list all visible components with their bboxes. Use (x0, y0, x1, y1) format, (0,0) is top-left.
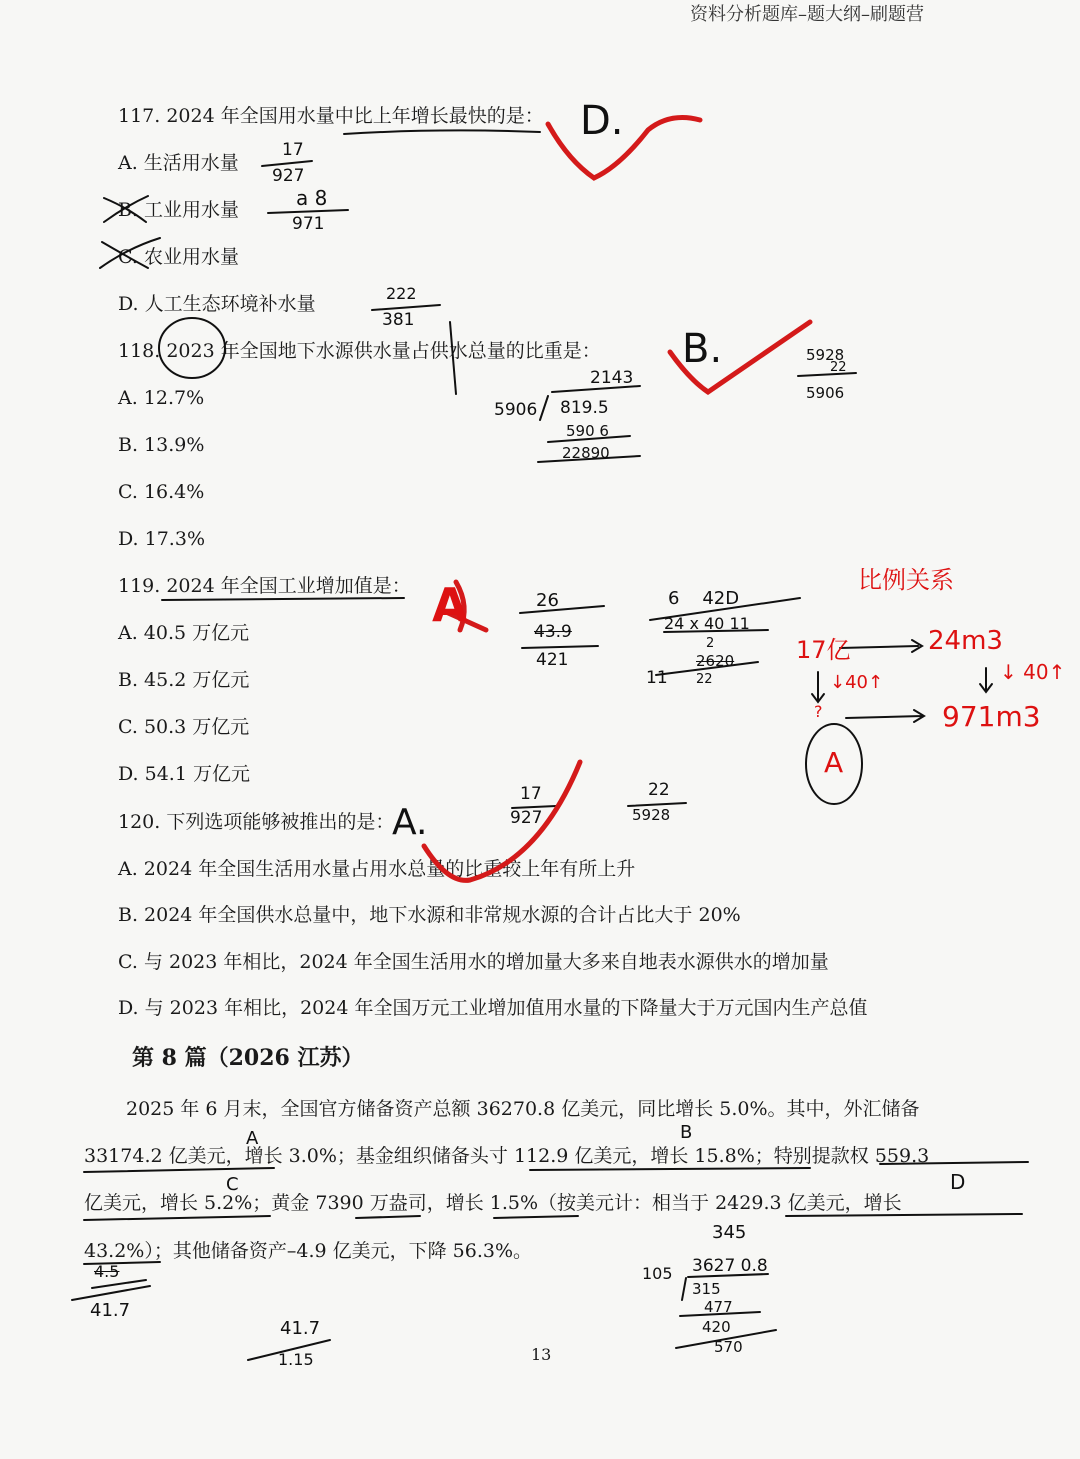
hw-bm-num: 41.7 (280, 1318, 321, 1339)
hw-frac-b-den: 971 (292, 214, 325, 234)
hw-bm-den: 1.15 (278, 1350, 314, 1369)
hw-calc119-b-low: 2 (706, 636, 715, 651)
section-title: 第 8 篇（2026 江苏） (132, 1045, 364, 1071)
hw-mark-d: D (950, 1170, 966, 1194)
hw-note-circle-letter: A (824, 746, 844, 779)
hw-calc119-b-mid: 24 x 40 11 (664, 614, 750, 633)
hw-br-div: 105 (642, 1264, 673, 1283)
hw-mark-c: C (226, 1174, 239, 1195)
q117-option-d: D. 人工生态环境补水量 (118, 293, 316, 315)
q118-option-c: C. 16.4% (118, 481, 205, 503)
note-arrow-1 (840, 640, 922, 652)
hw-calc119-b-top: 6 42D (668, 588, 740, 609)
hw-note-title: 比例关系 (858, 566, 954, 594)
hw-q120-answer: A. (392, 802, 428, 843)
hw-calc118-rem: 22890 (562, 444, 610, 462)
ul-sdr-growth (84, 1216, 270, 1220)
hw-calc118-body: 819.5 (560, 398, 609, 418)
hw-br-r3: 570 (714, 1338, 743, 1356)
hw-calc119-a-den: 421 (536, 650, 569, 670)
hw-note-r2-right: 971m3 (942, 700, 1041, 733)
passage-line-2: 33174.2 亿美元，增长 3.0%；基金组织储备头寸 112.9 亿美元，增长 15.8%；特别提款权 559.3 (84, 1145, 930, 1167)
hw-br-r2: 420 (702, 1318, 731, 1336)
note-arrow-2 (846, 710, 924, 722)
check-q117 (548, 118, 700, 178)
hw-br-sub: 315 (692, 1280, 721, 1298)
passage-line-3: 亿美元，增长 5.2%；黄金 7390 万盎司，增长 1.5%（按美元计：相当于 2429.3 亿美元，增长 (84, 1192, 902, 1214)
q117-option-b: B. 工业用水量 (118, 199, 240, 221)
hw-note-r1-left: 17亿 (796, 636, 851, 664)
hw-calc119-a-mid: 43.9 (534, 622, 572, 642)
q118-stem: 118. 2023 年全国地下水源供水量占供水总量的比重是： (118, 340, 601, 362)
page-number: 13 (531, 1345, 552, 1364)
hw-calc118-r-mid: 22 (830, 360, 847, 375)
q120-option-c: C. 与 2023 年相比，2024 年全国生活用水的增加量大多来自地表水源供水的增加量 (118, 951, 829, 973)
q120-option-b: B. 2024 年全国供水总量中，地下水源和非常规水源的合计占比大于 20% (118, 904, 741, 926)
hw-calc120-r-num: 22 (648, 780, 670, 800)
hw-note-mid-left: ↓40↑ (830, 672, 884, 693)
q120-option-d: D. 与 2023 年相比，2024 年全国万元工业增加值用水量的下降量大于万元国内生产总值 (118, 997, 868, 1019)
bl-lines (72, 1280, 150, 1300)
q118-option-a: A. 12.7% (118, 387, 205, 409)
q120-option-a: A. 2024 年全国生活用水量占用水总量的比重较上年有所上升 (118, 858, 636, 880)
hw-bl-num: 4.5 (94, 1262, 120, 1281)
frac-b-line (268, 210, 348, 213)
q117-option-a: A. 生活用水量 (118, 152, 239, 174)
q120-stem: 120. 下列选项能够被推出的是： (118, 811, 395, 833)
calc118-right-line (798, 373, 856, 376)
hw-note-r2-left: ? (814, 702, 823, 721)
hw-q118-answer: B. (682, 326, 723, 372)
passage-line-4: 43.2%）；其他储备资产–4.9 亿美元，下降 56.3%。 (84, 1240, 533, 1262)
hw-calc118-r-den: 5906 (806, 384, 845, 402)
hw-q117-answer: D. (580, 98, 624, 144)
ul-imf (530, 1168, 810, 1170)
running-header: 资料分析题库–题大纲–刷题营 (690, 4, 924, 25)
hw-note-mid-right: ↓ 40↑ (1000, 660, 1066, 684)
hw-mark-a: A (246, 1128, 259, 1149)
hw-frac-a-den: 927 (272, 166, 305, 186)
q118-option-b: B. 13.9% (118, 434, 205, 456)
hw-frac-b-num: a 8 (296, 186, 328, 210)
hw-frac-a-num: 17 (282, 140, 304, 160)
q117-option-c: C. 农业用水量 (118, 246, 239, 268)
note-arrow-down-1 (812, 672, 824, 702)
hw-calc120-num: 17 (520, 784, 542, 804)
hw-calc119-b-body: 2620 (696, 652, 735, 670)
q119-option-d: D. 54.1 万亿元 (118, 763, 250, 785)
hw-calc118-r-num: 5928 (806, 346, 845, 364)
q119-option-b: B. 45.2 万亿元 (118, 669, 250, 691)
hw-br-r1: 477 (704, 1298, 733, 1316)
hw-mark-b: B (680, 1122, 693, 1143)
q119-underline (162, 598, 404, 600)
hw-calc118-div: 5906 (494, 400, 538, 420)
hw-bl-den: 41.7 (90, 1300, 131, 1321)
hw-calc119-b-rem: 22 (696, 672, 713, 687)
q118-option-d: D. 17.3% (118, 528, 205, 550)
ul-reserve-fx (84, 1168, 274, 1172)
hw-calc118-sub: 590 6 (566, 422, 609, 440)
passage-line-1: 2025 年 6 月末，全国官方储备资产总额 36270.8 亿美元，同比增长 5.0%。其中，外汇储备 (126, 1098, 920, 1120)
hw-calc118-top: 2143 (590, 368, 634, 388)
hw-frac-d-num: 222 (386, 284, 417, 303)
hw-q119-answer: A (432, 578, 468, 632)
note-arrow-down-2 (980, 668, 992, 692)
hw-calc119-a-num: 26 (536, 590, 559, 611)
q119-stem: 119. 2024 年全国工业增加值是： (118, 575, 411, 597)
q119-option-c: C. 50.3 万亿元 (118, 716, 250, 738)
hw-calc120-r-den: 5928 (632, 806, 671, 824)
hw-calc119-b-div: 11 (646, 668, 668, 688)
q117-stem: 117. 2024 年全国用水量中比上年增长最快的是： (118, 105, 544, 127)
q117-underline (344, 130, 540, 134)
ul-gold (356, 1216, 578, 1218)
q119-option-a: A. 40.5 万亿元 (118, 622, 250, 644)
hw-br-top: 345 (712, 1222, 747, 1243)
hw-br-body: 3627 0.8 (692, 1256, 768, 1276)
hw-frac-d-den: 381 (382, 310, 415, 330)
hw-note-r1-right: 24m3 (928, 626, 1003, 656)
hw-calc120-den: 927 (510, 808, 543, 828)
